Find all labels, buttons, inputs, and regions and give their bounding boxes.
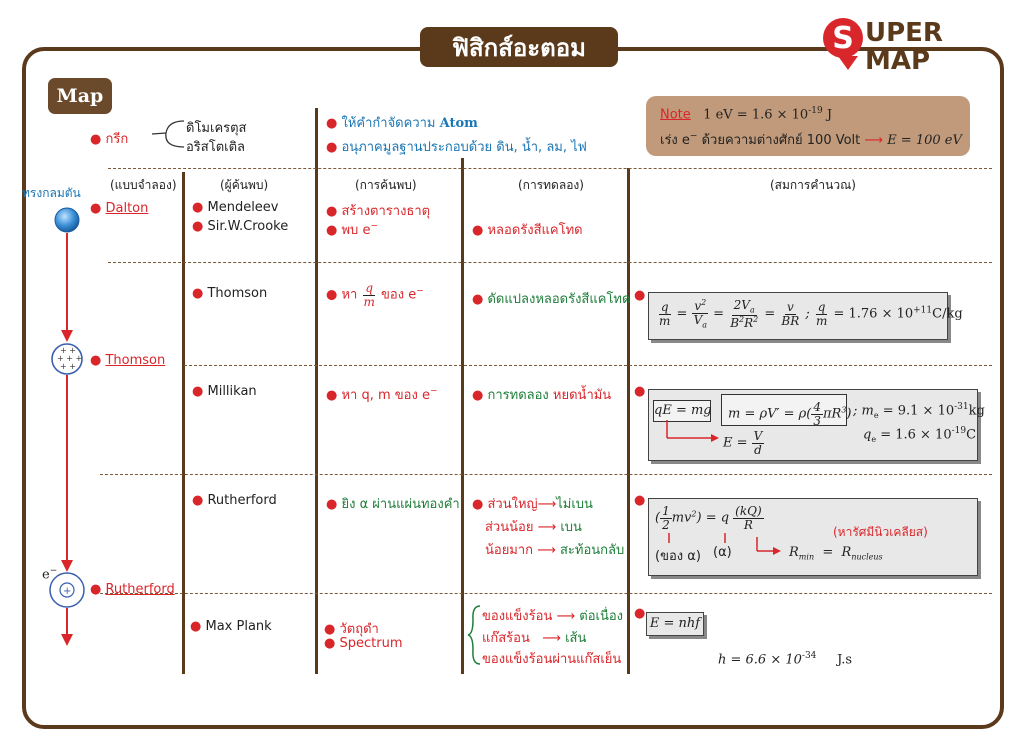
- millikan-charge-exp: -19: [951, 426, 967, 436]
- experiment-alpha-3-a: น้อยมาก: [485, 543, 534, 558]
- note-voltage: ด้วยความต่างศักย์ 100 Volt: [697, 133, 861, 148]
- logo-text-2: MAP: [865, 46, 931, 76]
- thomson-eq-exp: +11: [913, 305, 933, 316]
- atom-timeline: [40, 200, 96, 650]
- arrow-icon: ⟶: [556, 609, 576, 624]
- note-ev-unit: J: [822, 107, 833, 123]
- millikan-mass-value: ; $m_e = 9.1 \times 10^{-31}kg$: [853, 402, 985, 420]
- row-separator: [184, 365, 992, 366]
- arrow-icon: ⟶: [537, 497, 557, 512]
- bullet-icon: ●: [326, 116, 338, 131]
- rutherford-label-a: (ของ α): [655, 549, 701, 564]
- brace-icon: [148, 117, 188, 151]
- rutherford-label-b: (α): [713, 545, 732, 560]
- thomson-eq-value: = 1.76 × 10: [833, 306, 914, 322]
- electron-label: e−: [42, 566, 58, 583]
- bullet-icon: ●: [90, 582, 102, 597]
- discovery-spectrum: ● Spectrum: [324, 636, 403, 651]
- experiment-planck-2: [482, 627, 586, 648]
- rutherford-radius-eq: $R_{min} = R_{nucleus}$: [789, 545, 883, 562]
- experiment-alpha-1: ● ส่วนใหญ่⟶ไม่เบน: [472, 497, 593, 512]
- note-line-2: เร่ง e− ด้วยความต่างศักย์ 100 Volt ⟶ E = 100 eV: [660, 131, 962, 148]
- super-map-logo-pin: [823, 18, 863, 58]
- experiment-planck-3: [482, 648, 621, 669]
- note-ev-exp: -19: [808, 106, 823, 116]
- note-ev-value: 1 eV = 1.6 × 10: [703, 107, 809, 123]
- millikan-mass-val: = 9.1 × 10: [882, 403, 955, 419]
- bullet-icon: ●: [90, 132, 102, 147]
- experiment-planck-1-b: ต่อเนื่อง: [579, 609, 624, 624]
- millikan-qe-box: qE = mg: [653, 400, 711, 422]
- bullet-icon: ●: [634, 288, 646, 303]
- discovery-charge-mass: ● หา $\frac{q}{m}$ ของ e−: [326, 281, 424, 309]
- discovery-charge-mass-pre: หา: [341, 287, 358, 303]
- experiment-planck-2-a: แก๊สร้อน: [482, 631, 530, 646]
- greek-idea-1-text: ให้คำกำจัดความ: [341, 116, 436, 131]
- model-rutherford-link[interactable]: Rutherford: [105, 582, 175, 597]
- dalton-sphere-icon: [55, 208, 79, 232]
- greek-label: กรีก: [105, 132, 129, 147]
- person-millikan: ● Millikan: [192, 384, 257, 399]
- logo-text-1: UPER: [865, 18, 943, 48]
- arrow-icon: [665, 533, 785, 559]
- header-equation: (สมการคำนวณ): [770, 178, 856, 192]
- bullet-icon: ●: [634, 606, 646, 621]
- row-separator: [100, 474, 992, 475]
- page-title: ฟิสิกส์อะตอม: [420, 27, 618, 67]
- millikan-mass-label: ; m: [853, 403, 874, 419]
- note-accel: เร่ง e: [660, 133, 690, 148]
- millikan-mass-unit: kg: [968, 403, 985, 419]
- experiment-planck-2-b: เส้น: [565, 631, 587, 646]
- solid-sphere-label: ทรงกลมตัน: [22, 186, 81, 200]
- svg-text:+ +: + +: [60, 346, 76, 355]
- experiment-alpha-2: [485, 516, 582, 537]
- discovery-blackbody: ● วัตถุดำ: [324, 622, 379, 637]
- rutherford-energy-eq: ( $\frac{1}{2}$ $mv^2) = q$ $\frac{(kQ)}{R}$: [655, 504, 762, 532]
- experiment-oil-drop-b: หยดน้ำมัน: [552, 388, 612, 403]
- arrow-icon: ⟶: [537, 543, 556, 558]
- experiment-alpha-1-a: ส่วนใหญ่: [487, 497, 538, 512]
- person-crooke-text: Sir.W.Crooke: [207, 219, 289, 234]
- discovery-spectrum-text: Spectrum: [339, 636, 403, 651]
- row-separator: [108, 168, 992, 169]
- note-result: E = 100 eV: [887, 133, 962, 148]
- millikan-mass-box: m = ρV′ = ρ( $\frac{4}{3}$ $\pi R^3$): [721, 394, 847, 426]
- planck-constant-unit: J.s: [837, 652, 853, 668]
- person-rutherford-text: Rutherford: [207, 493, 277, 508]
- person-rutherford: ● Rutherford: [192, 493, 277, 508]
- experiment-alpha-2-b: เบน: [560, 520, 582, 535]
- millikan-field-eq-text: E =: [723, 435, 748, 451]
- greek-person-1: ดิโมเครตุส: [186, 121, 247, 136]
- discovery-charge-mass-post: ของ e: [381, 287, 417, 303]
- bullet-icon: ●: [634, 384, 646, 399]
- planck-constant-val: h = 6.6 × 10: [718, 652, 802, 668]
- greek-idea-2: [326, 136, 587, 157]
- experiment-alpha-3-b: สะท้อนกลับ: [559, 543, 625, 558]
- column-divider: [182, 172, 185, 674]
- experiment-oil-drop: ● การทดลอง หยดน้ำมัน: [472, 388, 612, 403]
- experiment-planck-1-a: ของแข็งร้อน: [482, 609, 553, 624]
- experiment-modified-tube: ● ดัดแปลงหลอดรังสีแคโทด: [472, 292, 631, 307]
- experiment-alpha-3: [485, 539, 624, 560]
- experiment-modified-tube-text: ดัดแปลงหลอดรังสีแคโทด: [487, 292, 631, 307]
- greek-idea-1: [326, 112, 478, 133]
- header-discovery: (การค้นพบ): [355, 178, 417, 192]
- arrow-icon: [663, 420, 723, 446]
- header-discoverer: (ผู้ค้นพบ): [220, 178, 269, 192]
- logo-letter: S: [832, 20, 854, 56]
- arrow-icon: ⟶: [864, 133, 884, 148]
- row-separator: [100, 593, 992, 594]
- bullet-icon: ●: [90, 353, 102, 368]
- experiment-oil-drop-a: การทดลอง: [487, 388, 549, 403]
- greek-idea-atom: Atom: [439, 116, 478, 131]
- millikan-field-eq: E = $\frac{V}{d}$: [723, 429, 763, 457]
- bullet-icon: ●: [634, 493, 646, 508]
- bullet-icon: ●: [90, 201, 102, 216]
- row-separator: [108, 262, 992, 263]
- planck-constant-exp: -34: [801, 651, 817, 661]
- person-millikan-text: Millikan: [207, 384, 257, 399]
- experiment-planck-1: [482, 605, 623, 626]
- column-divider: [627, 168, 630, 674]
- planck-constant: [718, 651, 852, 667]
- column-divider: [461, 158, 464, 674]
- discovery-periodic-table: ● สร้างตารางธาตุ: [326, 204, 431, 219]
- discovery-alpha-text: ยิง α ผ่านแผ่นทองคำ: [341, 497, 460, 512]
- svg-text:+ +: + +: [60, 362, 76, 371]
- bullet-icon: ●: [326, 140, 338, 155]
- logo-pin-tail: [838, 56, 858, 70]
- person-thomson: ● Thomson: [192, 286, 268, 301]
- greek-idea-2-text: อนุภาคมูลฐานประกอบด้วย ดิน, น้ำ, ลม, ไฟ: [341, 140, 587, 155]
- millikan-charge-value: $q_e = 1.6 \times 10^{-19}C$: [863, 426, 977, 444]
- discovery-electron: ● พบ e−: [326, 221, 378, 238]
- thomson-eq-unit: C/kg: [932, 306, 963, 322]
- person-mendeleev-text: Mendeleev: [207, 200, 279, 215]
- model-thomson: [90, 353, 165, 368]
- rutherford-equation-box: [648, 498, 978, 576]
- greek-person-2: อริสโตเติล: [186, 140, 246, 155]
- person-thomson-text: Thomson: [207, 286, 268, 301]
- map-badge: Map: [48, 78, 112, 114]
- note-label: Note: [660, 107, 691, 123]
- millikan-mass-exp: -31: [954, 402, 969, 412]
- discovery-electron-text: พบ e: [341, 223, 371, 238]
- column-divider: [315, 108, 318, 674]
- arrow-icon: ⟶: [537, 520, 557, 535]
- thomson-equation-box: [648, 292, 963, 340]
- rutherford-note: (หารัศมีนิวเคลียส): [833, 525, 928, 539]
- millikan-charge-unit: C: [966, 427, 977, 443]
- header-model: (แบบจำลอง): [110, 178, 177, 192]
- header-experiment: (การทดลอง): [518, 178, 584, 192]
- brace-icon: [466, 604, 482, 666]
- model-dalton: [90, 201, 148, 216]
- thomson-equation: $\frac{q}{m}$ = $\frac{v^2}{V_a}$ = $\frac{2V_a}{B^2R^2}$ = $\frac{v}{BR}$ ; $\frac{q}{m}$ = $1.76 \times 10^{+11}C/kg$: [659, 298, 963, 330]
- electron-text: e: [42, 567, 50, 583]
- person-mendeleev: ● Mendeleev: [192, 200, 279, 215]
- planck-equation-box: E = nhf: [646, 612, 704, 636]
- experiment-alpha-1-b: ไม่เบน: [556, 497, 593, 512]
- note-line-1: [660, 106, 832, 122]
- person-planck: ● Max Plank: [190, 619, 272, 634]
- model-rutherford: [90, 582, 175, 597]
- model-dalton-link[interactable]: Dalton: [105, 201, 149, 216]
- person-crooke: ● Sir.W.Crooke: [192, 219, 289, 234]
- experiment-alpha-2-a: ส่วนน้อย: [485, 520, 534, 535]
- discovery-periodic-table-text: สร้างตารางธาตุ: [341, 204, 431, 219]
- person-planck-text: Max Plank: [205, 619, 272, 634]
- greek-item: [90, 128, 128, 149]
- millikan-equation-box: [648, 389, 985, 461]
- experiment-cathode-ray-text: หลอดรังสีแคโทด: [487, 223, 583, 238]
- svg-text:+ + +: + + +: [57, 354, 83, 363]
- discovery-q-m-text: หา q, m ของ e: [341, 388, 430, 403]
- discovery-q-m: ● หา q, m ของ e−: [326, 386, 438, 403]
- discovery-alpha: ● ยิง α ผ่านแผ่นทองคำ: [326, 497, 460, 512]
- arrow-icon: ⟶: [542, 631, 561, 646]
- experiment-planck-3-text: ของแข็งร้อนผ่านแก๊สเย็น: [482, 652, 622, 667]
- note-box: [646, 96, 970, 156]
- discovery-blackbody-text: วัตถุดำ: [339, 622, 379, 637]
- svg-text:+: +: [63, 586, 72, 597]
- model-thomson-link[interactable]: Thomson: [105, 353, 166, 368]
- experiment-cathode-ray: ● หลอดรังสีแคโทด: [472, 223, 583, 238]
- millikan-charge-val: = 1.6 × 10: [880, 427, 952, 443]
